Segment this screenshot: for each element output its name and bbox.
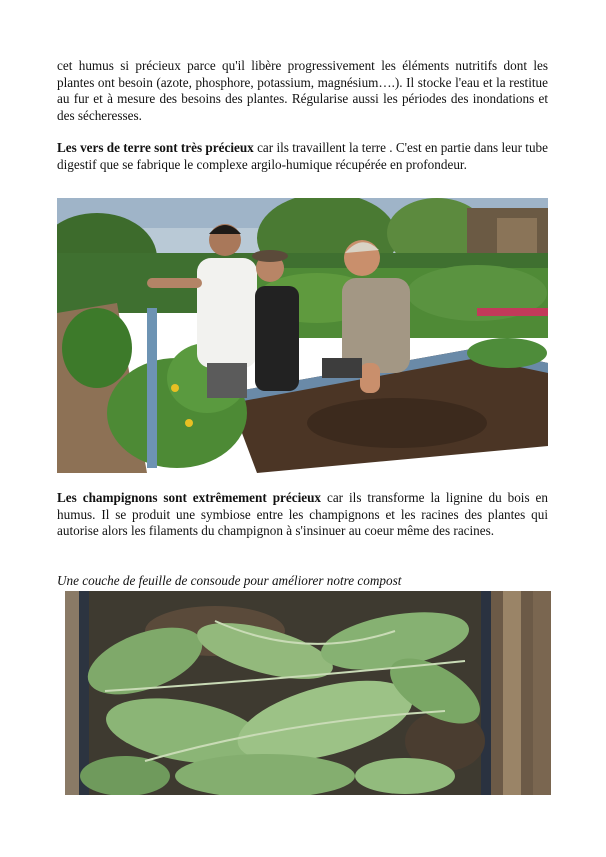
fungi-text: car ils transforme la lignine du bois en humus. Il se produit une symbiose entre les champignons et les racines des plantes qui autorise alors les filaments du champignon à s'insinuer au coeur même des racines. — [57, 490, 548, 539]
fungi-paragraph — [57, 490, 548, 540]
earthworms-heading: Les vers de terre sont très précieux — [57, 140, 254, 155]
garden-photo — [57, 198, 548, 473]
fungi-heading: Les champignons sont extrêmement précieux — [57, 490, 322, 505]
comfrey-compost-photo — [65, 591, 551, 795]
intro-text: cet humus si précieux parce qu'il libère progressivement les éléments nutritifs dont les plantes ont besoin (azote, phosphore, potassium, magnésium….). Il stocke l'eau et la restitue au fur et à mesure des besoins des plantes. Régularise aussi les périodes des inondations et des sécheresses. — [57, 58, 548, 123]
earthworms-text: car ils travaillent la terre . C'est en partie dans leur tube digestif que se fabrique le complexe argilo-humique récupérée en profondeur. — [57, 140, 548, 172]
earthworms-paragraph — [57, 140, 548, 173]
intro-paragraph — [57, 58, 548, 124]
photo-caption: Une couche de feuille de consoude pour améliorer notre compost — [57, 573, 402, 588]
